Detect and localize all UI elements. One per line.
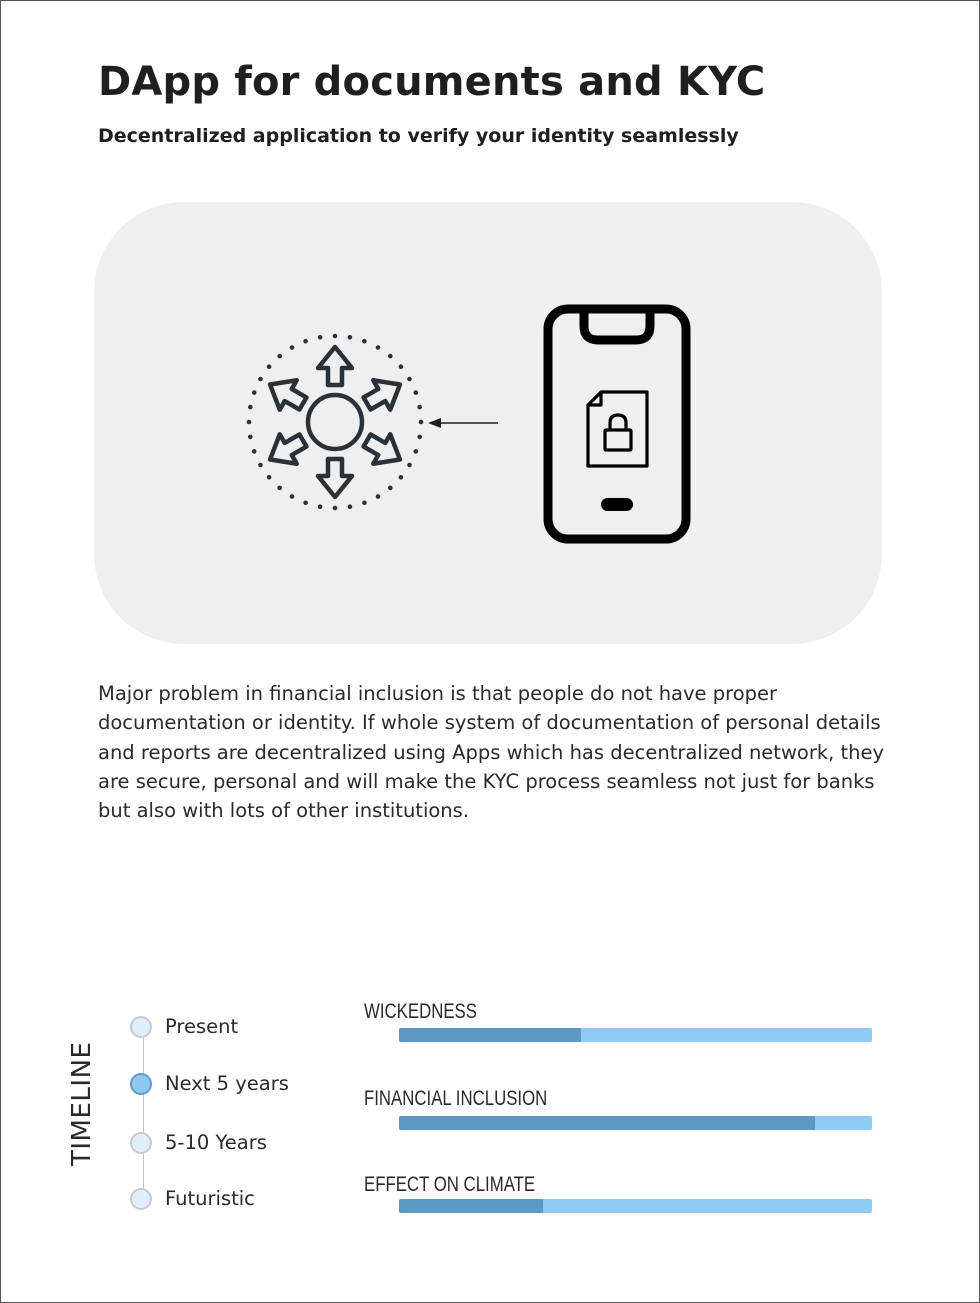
ring-dot xyxy=(419,420,424,425)
timeline-dot xyxy=(130,1016,152,1038)
timeline-item-label: Futuristic xyxy=(165,1187,255,1210)
timeline-item-label: Next 5 years xyxy=(165,1072,289,1095)
timeline-dot xyxy=(130,1188,152,1210)
ring-dot xyxy=(362,501,367,506)
timeline-dot xyxy=(130,1132,152,1154)
metric-bar-fill xyxy=(399,1116,815,1130)
ring-dot xyxy=(277,354,282,359)
ring-dot xyxy=(388,486,393,491)
ring-dot xyxy=(267,364,272,369)
description-paragraph: Major problem in financial inclusion is that people do not have proper documentation or identity. If whole system of documentation of personal details and reports are decentralized using Apps which has decentralized network, they are secure, personal and will make the KYC process seamless not just for banks but also with lots of other institutions. xyxy=(98,682,885,823)
metric-bar-fill xyxy=(399,1028,581,1042)
ring-dot xyxy=(248,435,253,440)
ring-dot xyxy=(333,334,338,339)
ring-dot xyxy=(362,339,367,344)
timeline-label: TIMELINE xyxy=(67,1041,97,1166)
ring-dot xyxy=(376,345,381,350)
radiating-arrow xyxy=(318,347,352,385)
decentralized-network-icon xyxy=(247,334,424,511)
ring-dot xyxy=(407,463,412,468)
page-subtitle: Decentralized application to verify your identity seamlessly xyxy=(98,125,739,147)
ring-dot xyxy=(348,504,353,509)
arrow-left-icon xyxy=(428,418,498,428)
ring-dot xyxy=(290,494,295,499)
smartphone-icon xyxy=(548,309,686,539)
metric-bar-fill xyxy=(399,1199,543,1213)
radiating-arrow xyxy=(262,370,312,418)
ring-dot xyxy=(318,504,323,509)
ring-dot xyxy=(414,390,419,395)
ring-dot xyxy=(333,506,338,511)
ring-dot xyxy=(258,377,263,382)
ring-dot xyxy=(247,420,252,425)
ring-dot xyxy=(303,501,308,506)
metric-label: EFFECT ON CLIMATE xyxy=(364,1173,536,1196)
ring-dot xyxy=(252,390,257,395)
ring-dot xyxy=(252,449,257,454)
radiating-arrow xyxy=(359,426,409,474)
page-title: DApp for documents and KYC xyxy=(98,59,766,105)
ring-dot xyxy=(376,494,381,499)
ring-dot xyxy=(399,475,404,480)
metric-bar-track xyxy=(399,1028,872,1042)
timeline-item-label: 5-10 Years xyxy=(165,1131,267,1154)
ring-dot xyxy=(303,339,308,344)
ring-dot xyxy=(290,345,295,350)
ring-dot xyxy=(414,449,419,454)
radiating-arrow xyxy=(359,370,409,418)
ring-dot xyxy=(417,435,422,440)
ring-dot xyxy=(399,364,404,369)
ring-dot xyxy=(318,335,323,340)
ring-dot xyxy=(258,463,263,468)
illustration-panel xyxy=(94,202,882,644)
metric-bar-track xyxy=(399,1116,872,1130)
ring-dot xyxy=(348,335,353,340)
ring-dot xyxy=(277,486,282,491)
timeline-item-label: Present xyxy=(165,1015,239,1038)
metric-label: FINANCIAL INCLUSION xyxy=(364,1087,548,1110)
metric-label: WICKEDNESS xyxy=(364,1000,477,1023)
dotted-ring xyxy=(247,334,424,511)
radiating-arrow xyxy=(262,426,312,474)
ring-dot xyxy=(417,405,422,410)
locked-document-icon xyxy=(588,392,647,466)
metric-bar-track xyxy=(399,1199,872,1213)
radiating-arrow xyxy=(318,459,352,497)
timeline-dot-selected xyxy=(130,1073,152,1095)
ring-dot xyxy=(407,377,412,382)
timeline-line xyxy=(143,1027,144,1199)
ring-dot xyxy=(267,475,272,480)
ring-dot xyxy=(248,405,253,410)
ring-dot xyxy=(388,354,393,359)
